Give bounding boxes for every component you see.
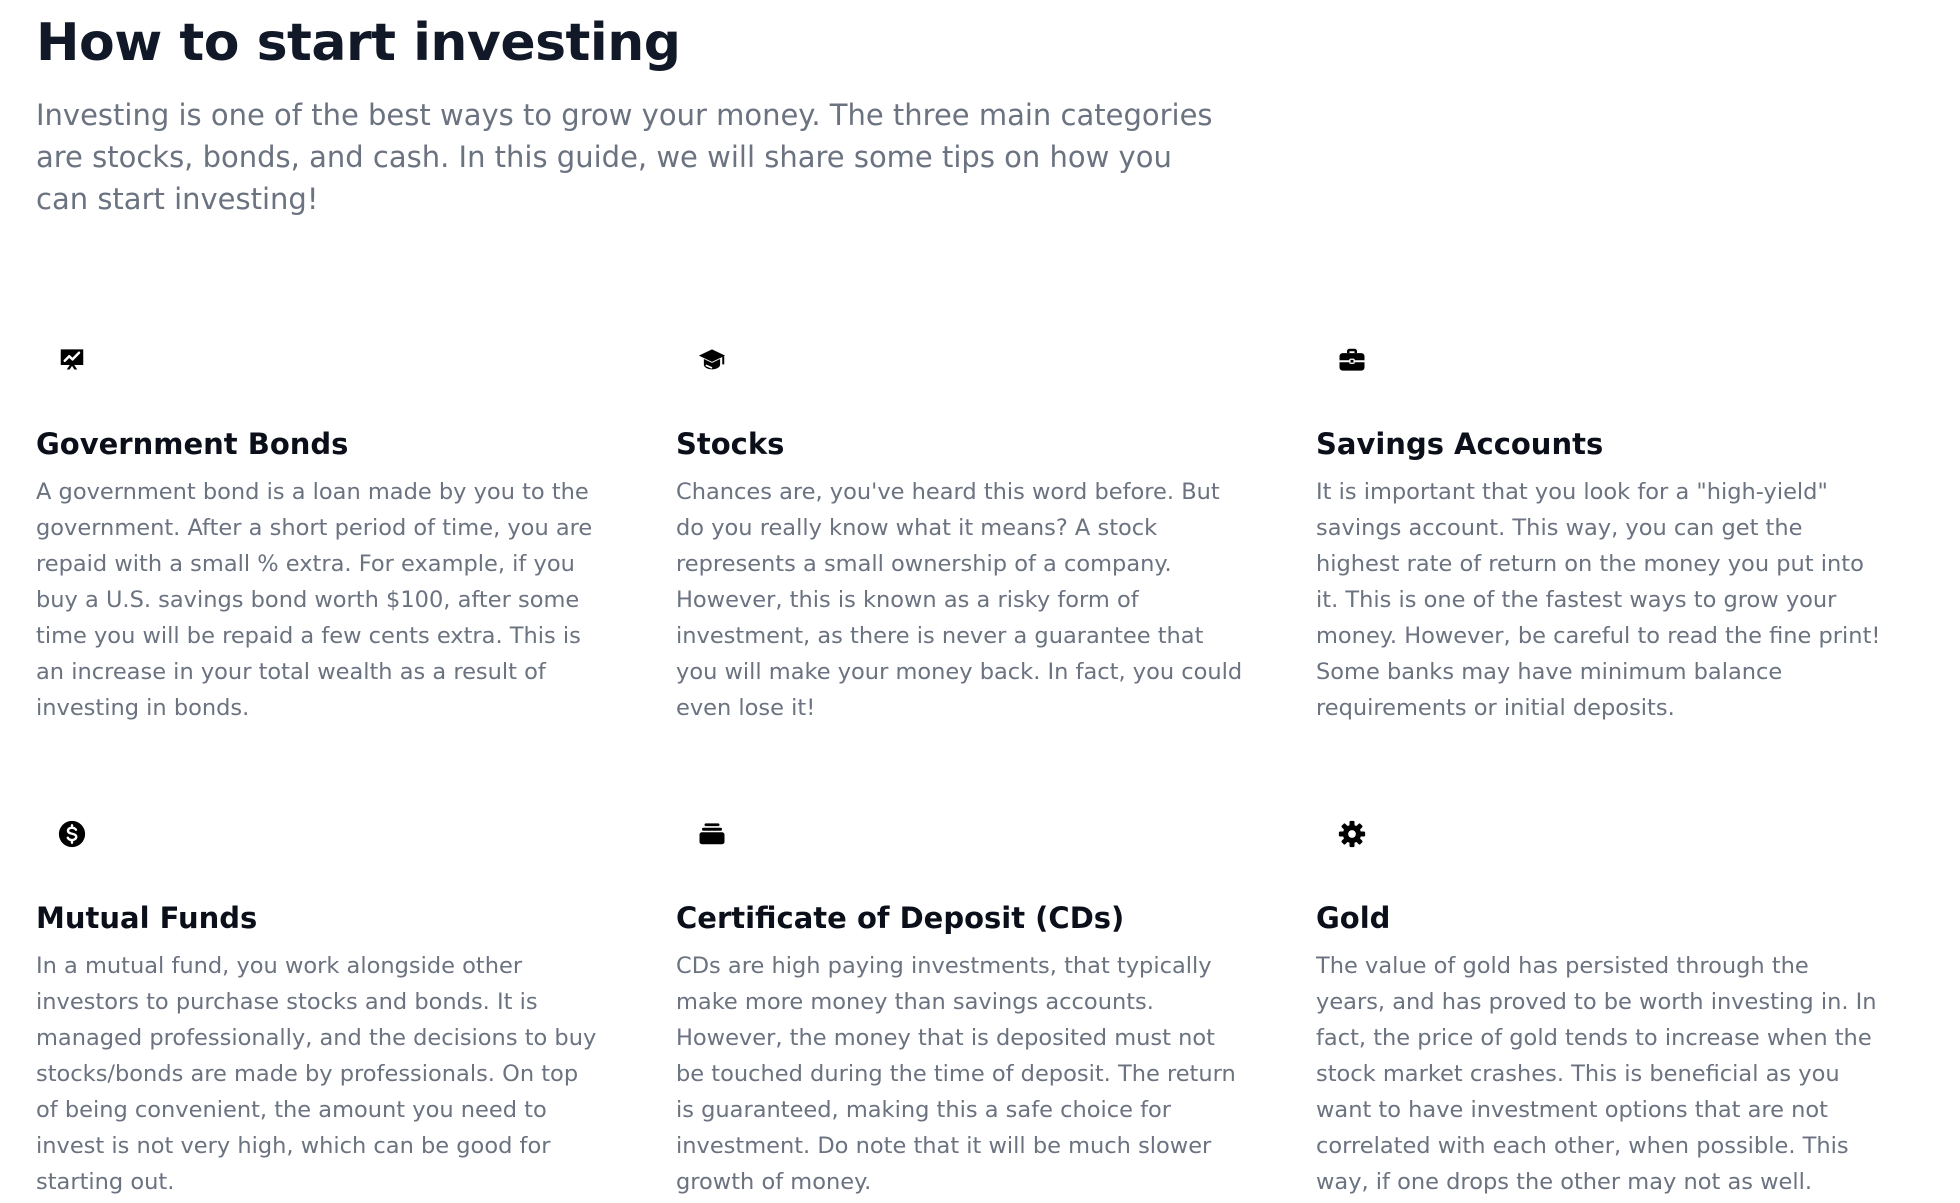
graduation-cap-icon (676, 324, 748, 396)
feature-gold (1316, 798, 1884, 1200)
page-title: How to start investing (36, 13, 681, 73)
feature-description: In a mutual fund, you work alongside other investors to purchase stocks and bonds. It is managed professionally, and the decisions to buy stocks/bonds are made by professionals. On top of being convenient, the amount you need to invest is not very high, which can be good for starting out. (36, 953, 597, 1195)
feature-description: CDs are high paying investments, that typically make more money than savings accounts. However, the money that is deposited must not be touched during the time of deposit. The return is guaranteed, making this a safe choice for investment. Do note that it will be much slower growth of money. (676, 953, 1236, 1195)
feature-title: Certificate of Deposit (CDs) (676, 901, 1125, 935)
feature-title: Gold (1316, 901, 1391, 935)
feature-certificate-of-deposit (676, 798, 1244, 1200)
briefcase-icon (1316, 324, 1388, 396)
feature-mutual-funds (36, 798, 604, 1200)
feature-government-bonds (36, 324, 604, 726)
feature-description: Chances are, you've heard this word before. But do you really know what it means? A stock represents a small ownership of a company. However, this is known as a risky form of investment, as there is never a guarantee that you will make your money back. In fact, you could even lose it! (676, 479, 1243, 721)
gear-icon (1316, 798, 1388, 870)
feature-title: Government Bonds (36, 427, 349, 461)
chart-presentation-icon (36, 324, 108, 396)
feature-title: Savings Accounts (1316, 427, 1604, 461)
dollar-circle-icon (36, 798, 108, 870)
page-intro: Investing is one of the best ways to grow your money. The three main categories are stocks, bonds, and cash. In this guide, we will share some tips on how you can start investing! (36, 98, 1213, 216)
cash-stack-icon (676, 798, 748, 870)
feature-title: Mutual Funds (36, 901, 258, 935)
feature-description: It is important that you look for a "high-yield" savings account. This way, you can get the highest rate of return on the money you put into it. This is one of the fastest ways to grow your money. However, be careful to read the fine print! Some banks may have minimum balance requirements or initial deposits. (1316, 479, 1881, 721)
feature-description: The value of gold has persisted through the years, and has proved to be worth investing in. In fact, the price of gold tends to increase when the stock market crashes. This is beneficial as you want to have investment options that are not correlated with each other, when possible. This way, if one drops the other may not as well. (1316, 953, 1877, 1195)
feature-stocks (676, 324, 1244, 726)
feature-grid (36, 324, 1926, 1200)
feature-description: A government bond is a loan made by you to the government. After a short period of time, you are repaid with a small % extra. For example, if you buy a U.S. savings bond worth $100, after some time you will be repaid a few cents extra. This is an increase in your total wealth as a result of investing in bonds. (36, 479, 593, 721)
feature-savings-accounts (1316, 324, 1884, 726)
feature-title: Stocks (676, 427, 785, 461)
